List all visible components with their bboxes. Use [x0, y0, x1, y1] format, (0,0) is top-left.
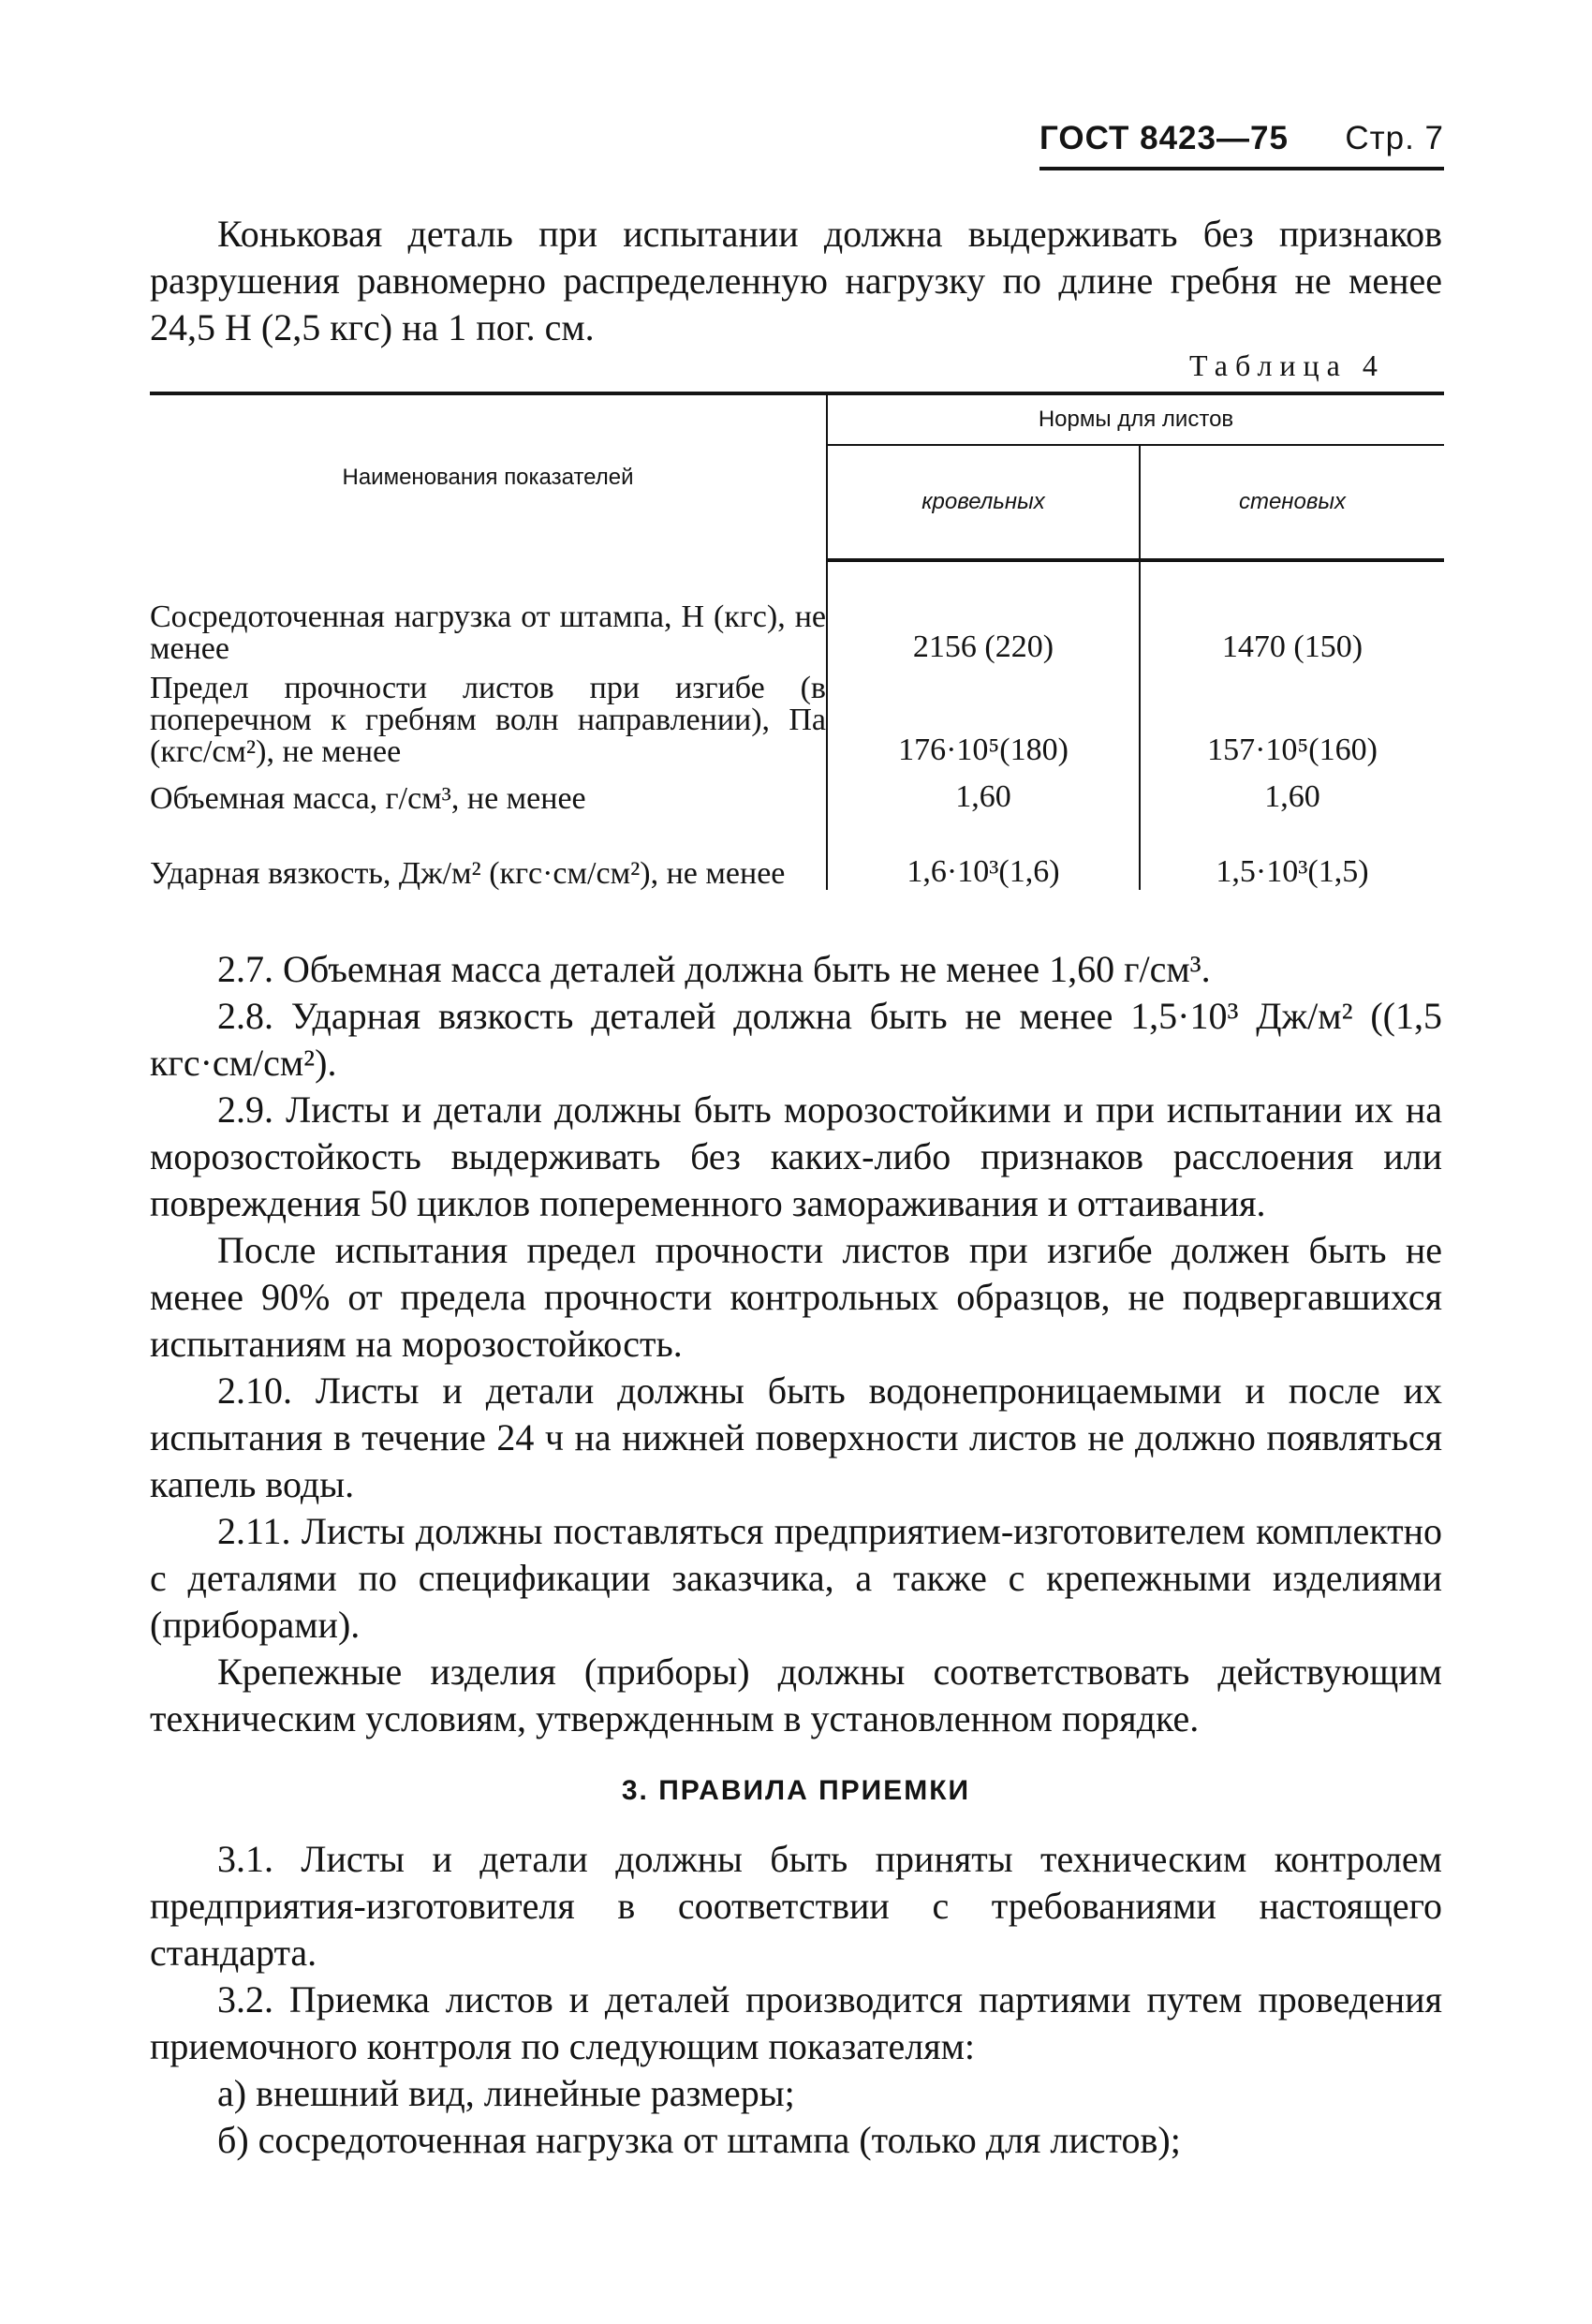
section-3-title: 3. ПРАВИЛА ПРИЕМКИ: [621, 1775, 971, 1806]
row-wall-value: 1470 (150): [1140, 560, 1444, 665]
row-name: Ударная вязкость, Дж/м² (кгс·см/см²), не менее: [150, 856, 786, 891]
list-item-b: б) сосредоточенная нагрузка от штампа (только для листов);: [217, 2119, 1181, 2161]
paragraph-2-11-note: Крепежные изделия (приборы) должны соответствовать действующим техническим условиям, утвержденным в установленном порядке.: [150, 1650, 1442, 1739]
table-caption: Таблица 4: [1189, 348, 1385, 382]
paragraph-3-1: 3.1. Листы и детали должны быть приняты техническим контролем предприятия-изготовителя в соответствии с требованиями настоящего стандарта.: [150, 1838, 1442, 1974]
table-row: [150, 815, 1444, 890]
header-wall: стеновых: [1140, 445, 1444, 560]
header-indicator-name: Наименования показателей: [150, 393, 827, 560]
list-item-a: а) внешний вид, линейные размеры;: [217, 2072, 795, 2114]
paragraph-2-8: 2.8. Ударная вязкость деталей должна быть не менее 1,5·10³ Дж/м² ((1,5 кгс·см/см²).: [150, 995, 1442, 1084]
section-3: [150, 1836, 1442, 2164]
row-name: Предел прочности листов при изгибе (в поперечном к гребням волн направлении), Па (кгс/см²), не менее: [150, 671, 826, 769]
page-number: Стр. 7: [1345, 120, 1444, 156]
intro-paragraph: Коньковая деталь при испытании должна выдерживать без признаков разрушения равномерно распределенную нагрузку по длине гребня не менее 24,5 Н (2,5 кгс) на 1 пог. см.: [150, 213, 1442, 348]
paragraph-2-11: 2.11. Листы должны поставляться предприятием-изготовителем комплектно с деталями по спецификации заказчика, а также с крепежными изделиями (приборами).: [150, 1510, 1442, 1646]
row-wall-value: 1,60: [1140, 768, 1444, 815]
row-roof-value: 1,6·10³(1,6): [827, 815, 1140, 890]
intro-section: [150, 211, 1442, 351]
header-norms: Нормы для листов: [827, 393, 1444, 445]
row-roof-value: 2156 (220): [827, 560, 1140, 665]
paragraph-2-9: 2.9. Листы и детали должны быть морозостойкими и при испытании их на морозостойкость выдерживать без каких-либо признаков расслоения или повреждения 50 циклов попеременного замораживания и оттаивания.: [150, 1088, 1442, 1224]
section-2-continued: [150, 946, 1442, 1742]
paragraph-2-7: 2.7. Объемная масса деталей должна быть не менее 1,60 г/см³.: [217, 948, 1211, 990]
row-roof-value: 176·10⁵(180): [827, 665, 1140, 768]
row-roof-value: 1,60: [827, 768, 1140, 815]
norms-table-container: [150, 392, 1444, 890]
paragraph-3-2: 3.2. Приемка листов и деталей производится партиями путем проведения приемочного контроля по следующим показателям:: [150, 1978, 1442, 2067]
standard-number: ГОСТ 8423—75: [1039, 120, 1289, 156]
row-name: Объемная масса, г/см³, не менее: [150, 781, 586, 816]
header-roof: кровельных: [827, 445, 1140, 560]
table-row: [150, 768, 1444, 815]
row-wall-value: 157·10⁵(160): [1140, 665, 1444, 768]
norms-table: [150, 392, 1444, 890]
page-header: [1039, 120, 1444, 170]
table-header-row: [150, 393, 1444, 445]
row-name: Сосредоточенная нагрузка от штампа, Н (кгс), не менее: [150, 600, 826, 666]
table-row: [150, 560, 1444, 665]
paragraph-2-10: 2.10. Листы и детали должны быть водонепроницаемыми и после их испытания в течение 24 ч на нижней поверхности листов не должно появляться капель воды.: [150, 1369, 1442, 1505]
paragraph-2-9-note: После испытания предел прочности листов при изгибе должен быть не менее 90% от предела прочности контрольных образцов, не подвергавшихся испытаниям на морозостойкость.: [150, 1229, 1442, 1365]
table-row: [150, 665, 1444, 768]
row-wall-value: 1,5·10³(1,5): [1140, 815, 1444, 890]
